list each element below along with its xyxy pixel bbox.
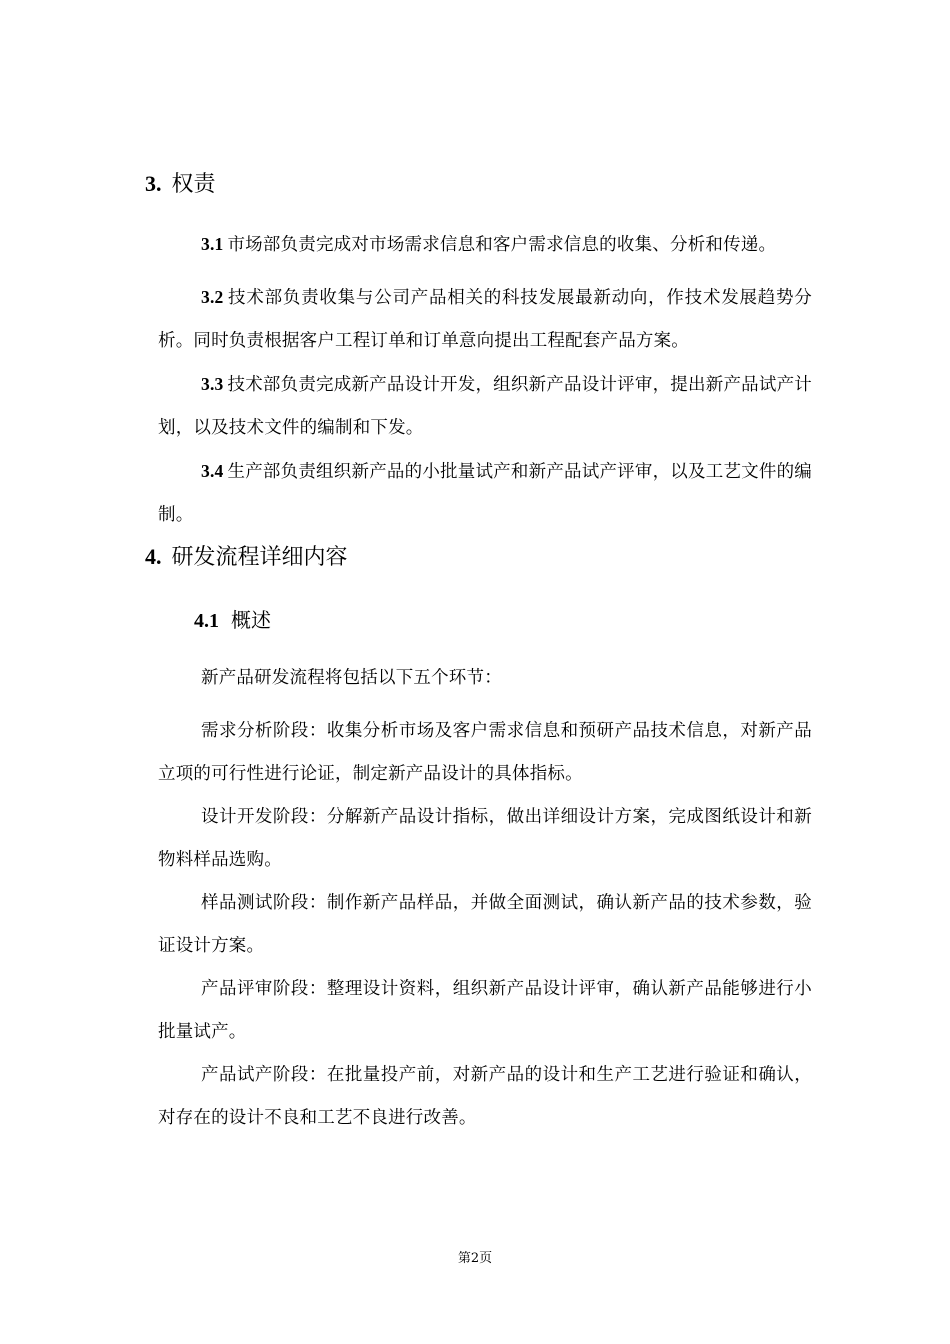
paragraph-sample-testing: 样品测试阶段：制作新产品样品，并做全面测试，确认新产品的技术参数，验证设计方案。	[158, 893, 812, 956]
section-3-heading	[145, 168, 216, 201]
item-number: 3.4	[201, 461, 224, 481]
paragraph-design-development: 设计开发阶段：分解新产品设计指标，做出详细设计方案，完成图纸设计和新物料样品选购。	[158, 807, 812, 870]
item-text: 生产部负责组织新产品的小批量试产和新产品试产评审，以及工艺文件的编制。	[158, 462, 812, 525]
section-number: 3.	[145, 171, 162, 196]
section-number: 4.	[145, 544, 162, 569]
subsection-4-1-heading	[194, 605, 271, 636]
item-number: 3.2	[201, 287, 224, 307]
subsection-title: 概述	[231, 608, 271, 632]
paragraph-3-4	[158, 450, 812, 537]
item-text: 市场部负责完成对市场需求信息和客户需求信息的收集、分析和传递。	[227, 235, 777, 255]
section-4-heading	[145, 541, 348, 574]
item-text: 技术部负责完成新产品设计开发，组织新产品设计评审，提出新产品试产计划，以及技术文件的编制和下发。	[158, 375, 812, 438]
paragraph-product-review: 产品评审阶段：整理设计资料，组织新产品设计评审，确认新产品能够进行小批量试产。	[158, 979, 812, 1042]
paragraph-3-3	[158, 363, 812, 450]
subsection-number: 4.1	[194, 610, 219, 632]
page-number: 第2页	[457, 1251, 493, 1266]
section-title: 研发流程详细内容	[171, 545, 348, 570]
paragraph-3-2	[158, 276, 812, 363]
paragraph-3-1	[158, 223, 812, 267]
item-text: 技术部负责收集与公司产品相关的科技发展最新动向，作技术发展趋势分析。同时负责根据客户工程订单和订单意向提出工程配套产品方案。	[158, 288, 812, 351]
paragraph-trial-production: 产品试产阶段：在批量投产前，对新产品的设计和生产工艺进行验证和确认，对存在的设计不良和工艺不良进行改善。	[158, 1065, 812, 1128]
section-title: 权责	[171, 172, 216, 197]
item-number: 3.1	[201, 234, 224, 254]
paragraph-requirement-analysis: 需求分析阶段：收集分析市场及客户需求信息和预研产品技术信息，对新产品立项的可行性进行论证，制定新产品设计的具体指标。	[158, 721, 812, 784]
item-number: 3.3	[201, 374, 224, 394]
paragraph-overview-intro: 新产品研发流程将包括以下五个环节：	[201, 668, 502, 688]
